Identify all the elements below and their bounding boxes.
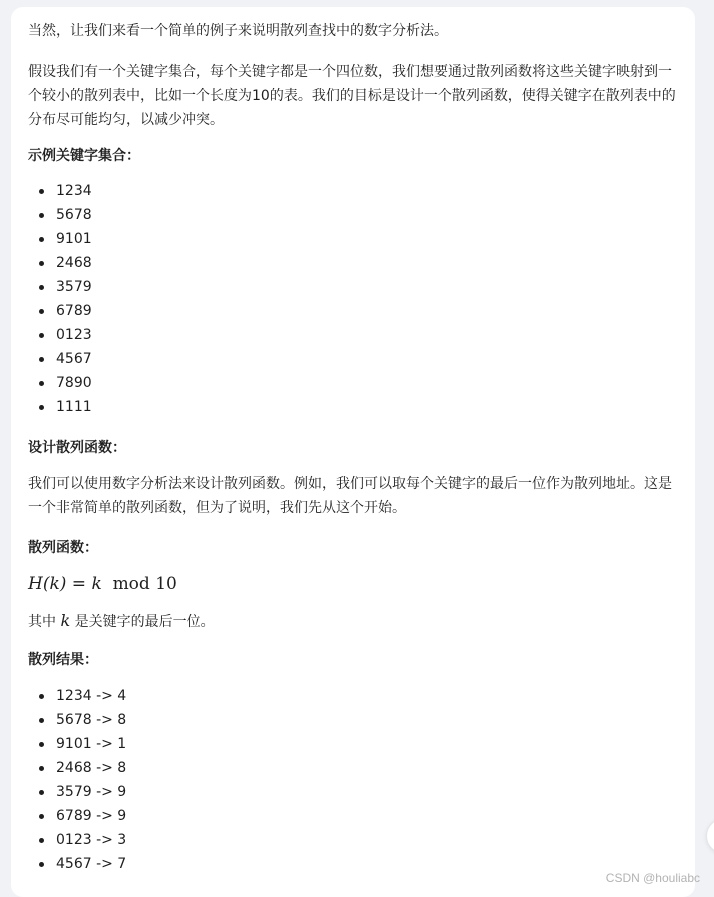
where-suffix: 是关键字的最后一位。 (74, 614, 215, 630)
list-item: 4567 (28, 347, 92, 371)
keys-heading: 示例关键字集合： (28, 148, 140, 164)
list-item: 1111 (28, 395, 92, 419)
message-card (11, 7, 695, 897)
formula-rhs: mod 10 (112, 574, 177, 594)
list-item: 9101 (28, 227, 92, 251)
results-list (28, 684, 126, 876)
function-heading: 散列函数： (28, 540, 98, 556)
list-item: 6789 (28, 299, 92, 323)
list-item: 4567 -> 7 (28, 852, 126, 876)
design-paragraph: 我们可以使用数字分析法来设计散列函数。例如，我们可以取每个关键字的最后一位作为散列地址。这是一个非常简单的散列函数，但为了说明，我们先从这个开始。 (28, 476, 672, 516)
watermark: CSDN @houliabc (605, 871, 700, 885)
keys-list (28, 179, 92, 419)
list-item: 3579 (28, 275, 92, 299)
list-item: 0123 -> 3 (28, 828, 126, 852)
list-item: 2468 (28, 251, 92, 275)
list-item: 3579 -> 9 (28, 780, 126, 804)
result-heading: 散列结果： (28, 652, 98, 668)
list-item: 9101 -> 1 (28, 732, 126, 756)
list-item: 5678 -> 8 (28, 708, 126, 732)
scroll-button[interactable] (706, 818, 714, 854)
list-item: 2468 -> 8 (28, 756, 126, 780)
list-item: 0123 (28, 323, 92, 347)
math-variable-k: k (60, 611, 71, 630)
where-prefix: 其中 (28, 614, 56, 630)
formula-lhs: H(k) = k (28, 574, 102, 594)
list-item: 1234 (28, 179, 92, 203)
intro-paragraph: 当然，让我们来看一个简单的例子来说明散列查找中的数字分析法。 (28, 23, 448, 39)
list-item: 1234 -> 4 (28, 684, 126, 708)
list-item: 5678 (28, 203, 92, 227)
list-item: 7890 (28, 371, 92, 395)
where-sentence (28, 609, 215, 634)
hash-formula (28, 570, 177, 598)
design-heading: 设计散列函数： (28, 440, 126, 456)
assumption-paragraph: 假设我们有一个关键字集合，每个关键字都是一个四位数，我们想要通过散列函数将这些关键字映射到一个较小的散列表中，比如一个长度为10的表。我们的目标是设计一个散列函数，使得关键字在散列表中的分布尽可能均匀，以减少冲突。 (28, 64, 676, 128)
list-item: 6789 -> 9 (28, 804, 126, 828)
